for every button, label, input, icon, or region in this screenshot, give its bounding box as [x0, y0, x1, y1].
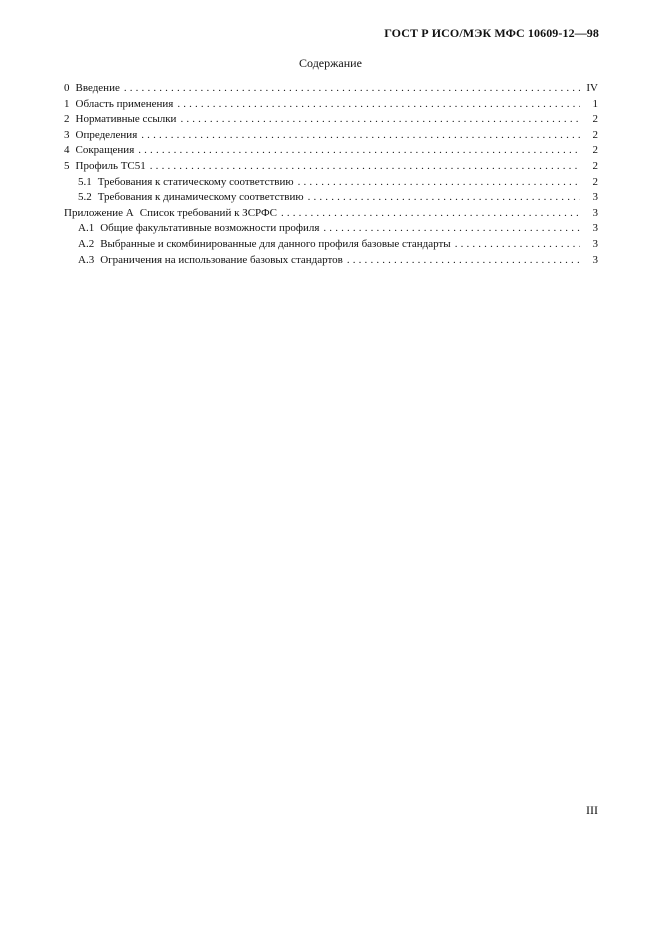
toc-subentry[interactable] [64, 237, 598, 253]
toc-entry-number: 4 [64, 144, 70, 157]
toc-entry-page: 2 [592, 144, 598, 157]
toc-entry-text: Требования к динамическому соответствию [97, 191, 304, 204]
dot-leader [308, 190, 580, 206]
page-number: III [586, 803, 598, 817]
dot-leader [141, 128, 580, 144]
toc-entry-label [78, 190, 304, 206]
toc-entry-text: Область применения [75, 97, 174, 110]
toc-entry[interactable] [64, 97, 598, 113]
toc-entry-page: 3 [592, 253, 598, 266]
toc-entry-text: Профиль ТС51 [75, 159, 146, 172]
toc-entry-page: 2 [592, 159, 598, 172]
toc-entry-label [78, 221, 319, 237]
toc-entry-text: Сокращения [75, 144, 135, 157]
dot-leader [455, 237, 580, 253]
dot-leader [138, 143, 580, 159]
toc-entry-text: Список требований к ЗСРФС [139, 206, 277, 219]
toc-entry[interactable] [64, 128, 598, 144]
toc-entry-text: Требования к статическому соответствию [97, 175, 294, 188]
toc-entry[interactable] [64, 159, 598, 175]
toc-entry-number: А.1 [78, 222, 95, 235]
dot-leader [323, 221, 580, 237]
toc-entry-number: 1 [64, 97, 70, 110]
toc-entry-text: Ограничения на использование базовых стандартов [100, 253, 343, 266]
toc-entry[interactable] [64, 143, 598, 159]
toc-subentry[interactable] [64, 190, 598, 206]
toc-subentry[interactable] [64, 175, 598, 191]
dot-leader [124, 81, 580, 97]
toc-entry-text: Общие факультативные возможности профиля [100, 222, 320, 235]
toc-entry-number: 5.1 [78, 175, 92, 188]
toc-entry[interactable] [64, 81, 598, 97]
toc-entry-label [64, 159, 146, 175]
toc-entry-label [64, 143, 134, 159]
document-header: ГОСТ Р ИСО/МЭК МФС 10609-12—98 [384, 26, 599, 40]
toc-entry-text: Выбранные и скомбинированные для данного профиля базовые стандарты [100, 237, 451, 250]
dot-leader [347, 253, 580, 269]
toc-entry-text: Нормативные ссылки [75, 113, 177, 126]
toc-entry-number: А.3 [78, 253, 95, 266]
toc-entry-text: Определения [75, 128, 138, 141]
toc-entry-label [64, 81, 120, 97]
toc-entry-label [64, 97, 173, 113]
toc-entry-page: 3 [592, 206, 598, 219]
toc-entry-number: 0 [64, 82, 70, 94]
toc-entry-page: 1 [592, 97, 598, 110]
toc-subentry[interactable] [64, 253, 598, 269]
toc-entry[interactable] [64, 112, 598, 128]
table-of-contents [64, 81, 598, 268]
toc-entry-label [78, 253, 343, 269]
toc-entry-number: Приложение А [64, 206, 134, 219]
toc-entry-number: 3 [64, 128, 70, 141]
dot-leader [180, 112, 580, 128]
toc-entry-page: 3 [592, 222, 598, 235]
toc-title: Содержание [299, 56, 362, 70]
toc-entry-page: IV [586, 82, 598, 94]
toc-entry-appendix[interactable] [64, 206, 598, 222]
toc-entry-page: 2 [592, 175, 598, 188]
toc-entry-number: А.2 [78, 237, 95, 250]
dot-leader [298, 175, 580, 191]
toc-entry-text: Введение [75, 82, 120, 94]
toc-entry-label [78, 175, 294, 191]
dot-leader [177, 97, 580, 113]
toc-entry-page: 2 [592, 128, 598, 141]
toc-entry-number: 2 [64, 113, 70, 126]
toc-entry-page: 3 [592, 191, 598, 204]
toc-entry-page: 2 [592, 113, 598, 126]
dot-leader [150, 159, 580, 175]
toc-entry-number: 5.2 [78, 191, 92, 204]
toc-subentry[interactable] [64, 221, 598, 237]
dot-leader [281, 206, 580, 222]
toc-entry-number: 5 [64, 159, 70, 172]
toc-entry-page: 3 [592, 237, 598, 250]
toc-entry-label [64, 112, 176, 128]
toc-entry-label [78, 237, 451, 253]
toc-entry-label [64, 206, 277, 222]
toc-entry-label [64, 128, 137, 144]
